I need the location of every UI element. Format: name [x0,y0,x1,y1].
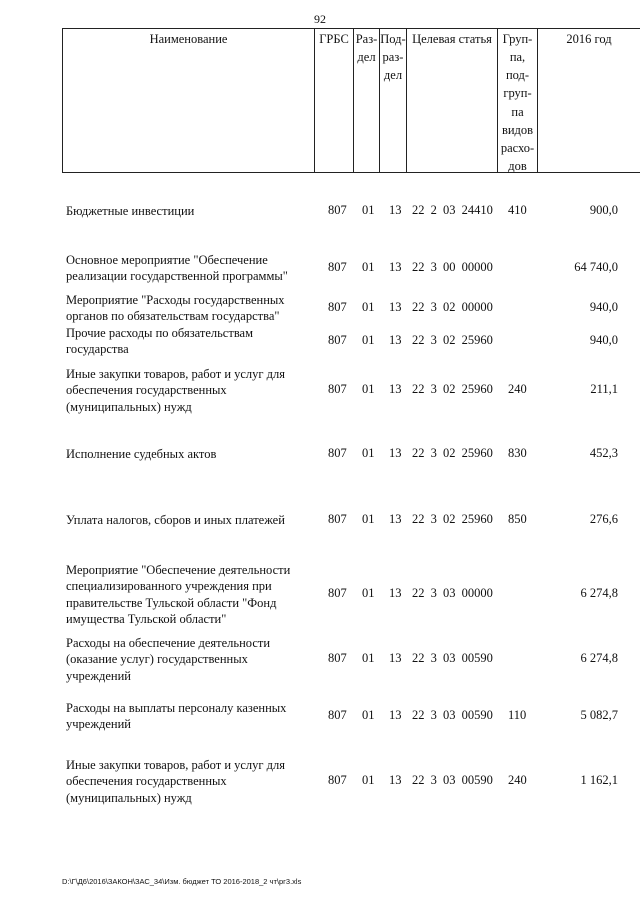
row-gruppa: 110 [508,708,527,722]
row-name: Расходы на обеспечение деятельности (оказание услуг) государственных учреждений [66,636,271,683]
row-gruppa: 850 [508,512,527,526]
row-podrazdel: 13 [389,260,402,274]
row-name: Мероприятие "Обеспечение деятельности специализированного учреждения при правительстве Тульской области "Фонд имущества Тульской области" [66,563,291,626]
row-gruppa: 410 [508,203,527,217]
row-podrazdel: 13 [389,333,402,347]
row-razdel: 01 [362,586,375,600]
row-grbs: 807 [328,333,347,347]
row-razdel: 01 [362,773,375,787]
row-grbs: 807 [328,773,347,787]
row-amount: 211,1 [590,382,618,396]
row-podrazdel: 13 [389,708,402,722]
row-razdel: 01 [362,382,375,396]
header-grbs: ГРБС [315,28,354,173]
file-path-footer: D:\Г\Д6\2016\ЗАКОН\ЗАС_34\Изм. бюджет ТО 2016-2018_2 чт\рг3.xls [62,877,302,886]
row-razdel: 01 [362,651,375,665]
row-name: Исполнение судебных актов [66,447,217,461]
row-grbs: 807 [328,446,347,460]
row-amount: 6 274,8 [580,651,618,665]
row-podrazdel: 13 [389,651,402,665]
row-gruppa: 240 [508,382,527,396]
row-grbs: 807 [328,512,347,526]
row-celevaya: 22 3 02 25960 [412,512,493,526]
row-celevaya: 22 3 03 00590 [412,708,493,722]
header-podrazdel: Под- раз- дел [380,28,407,173]
row-celevaya: 22 3 00 00000 [412,260,493,274]
row-grbs: 807 [328,586,347,600]
row-amount: 940,0 [589,300,618,314]
row-celevaya: 22 3 02 25960 [412,333,493,347]
row-razdel: 01 [362,260,375,274]
row-podrazdel: 13 [389,382,402,396]
row-name: Расходы на выплаты персоналу казенных учреждений [66,701,287,732]
row-podrazdel: 13 [389,512,402,526]
row-razdel: 01 [362,300,375,314]
row-celevaya: 22 3 02 00000 [412,300,493,314]
row-grbs: 807 [328,300,347,314]
row-name: Бюджетные инвестиции [66,204,195,218]
row-grbs: 807 [328,382,347,396]
row-amount: 452,3 [589,446,618,460]
row-amount: 276,6 [589,512,618,526]
row-amount: 1 162,1 [580,773,618,787]
row-grbs: 807 [328,203,347,217]
row-podrazdel: 13 [389,773,402,787]
header-name: Наименование [62,28,315,173]
row-razdel: 01 [362,203,375,217]
row-celevaya: 22 2 03 24410 [412,203,493,217]
row-razdel: 01 [362,512,375,526]
row-amount: 64 740,0 [574,260,618,274]
row-podrazdel: 13 [389,203,402,217]
row-name: Иные закупки товаров, работ и услуг для обеспечения государственных (муниципальных) нужд [66,758,286,805]
row-grbs: 807 [328,708,347,722]
row-gruppa: 240 [508,773,527,787]
row-amount: 900,0 [589,203,618,217]
row-amount: 940,0 [589,333,618,347]
row-podrazdel: 13 [389,446,402,460]
row-celevaya: 22 3 03 00590 [412,773,493,787]
row-podrazdel: 13 [389,586,402,600]
row-name: Мероприятие "Расходы государственных органов по обязательствам государства" [66,293,285,324]
header-gruppa: Груп- па, под- груп- па видов расхо- дов [498,28,538,173]
row-grbs: 807 [328,260,347,274]
row-celevaya: 22 3 02 25960 [412,446,493,460]
header-celevaya: Целевая статья [407,28,498,173]
row-podrazdel: 13 [389,300,402,314]
page-number: 92 [314,12,326,26]
row-name: Иные закупки товаров, работ и услуг для обеспечения государственных (муниципальных) нужд [66,367,286,414]
header-razdel: Раз- дел [354,28,380,173]
row-celevaya: 22 3 03 00000 [412,586,493,600]
header-year: 2016 год [538,28,640,173]
row-razdel: 01 [362,446,375,460]
row-name: Основное мероприятие "Обеспечение реализации государственной программы" [66,253,288,284]
row-razdel: 01 [362,333,375,347]
row-name: Прочие расходы по обязательствам государства [66,326,254,357]
row-celevaya: 22 3 03 00590 [412,651,493,665]
row-celevaya: 22 3 02 25960 [412,382,493,396]
row-razdel: 01 [362,708,375,722]
row-gruppa: 830 [508,446,527,460]
row-amount: 5 082,7 [580,708,618,722]
row-amount: 6 274,8 [580,586,618,600]
row-name: Уплата налогов, сборов и иных платежей [66,513,285,527]
row-grbs: 807 [328,651,347,665]
